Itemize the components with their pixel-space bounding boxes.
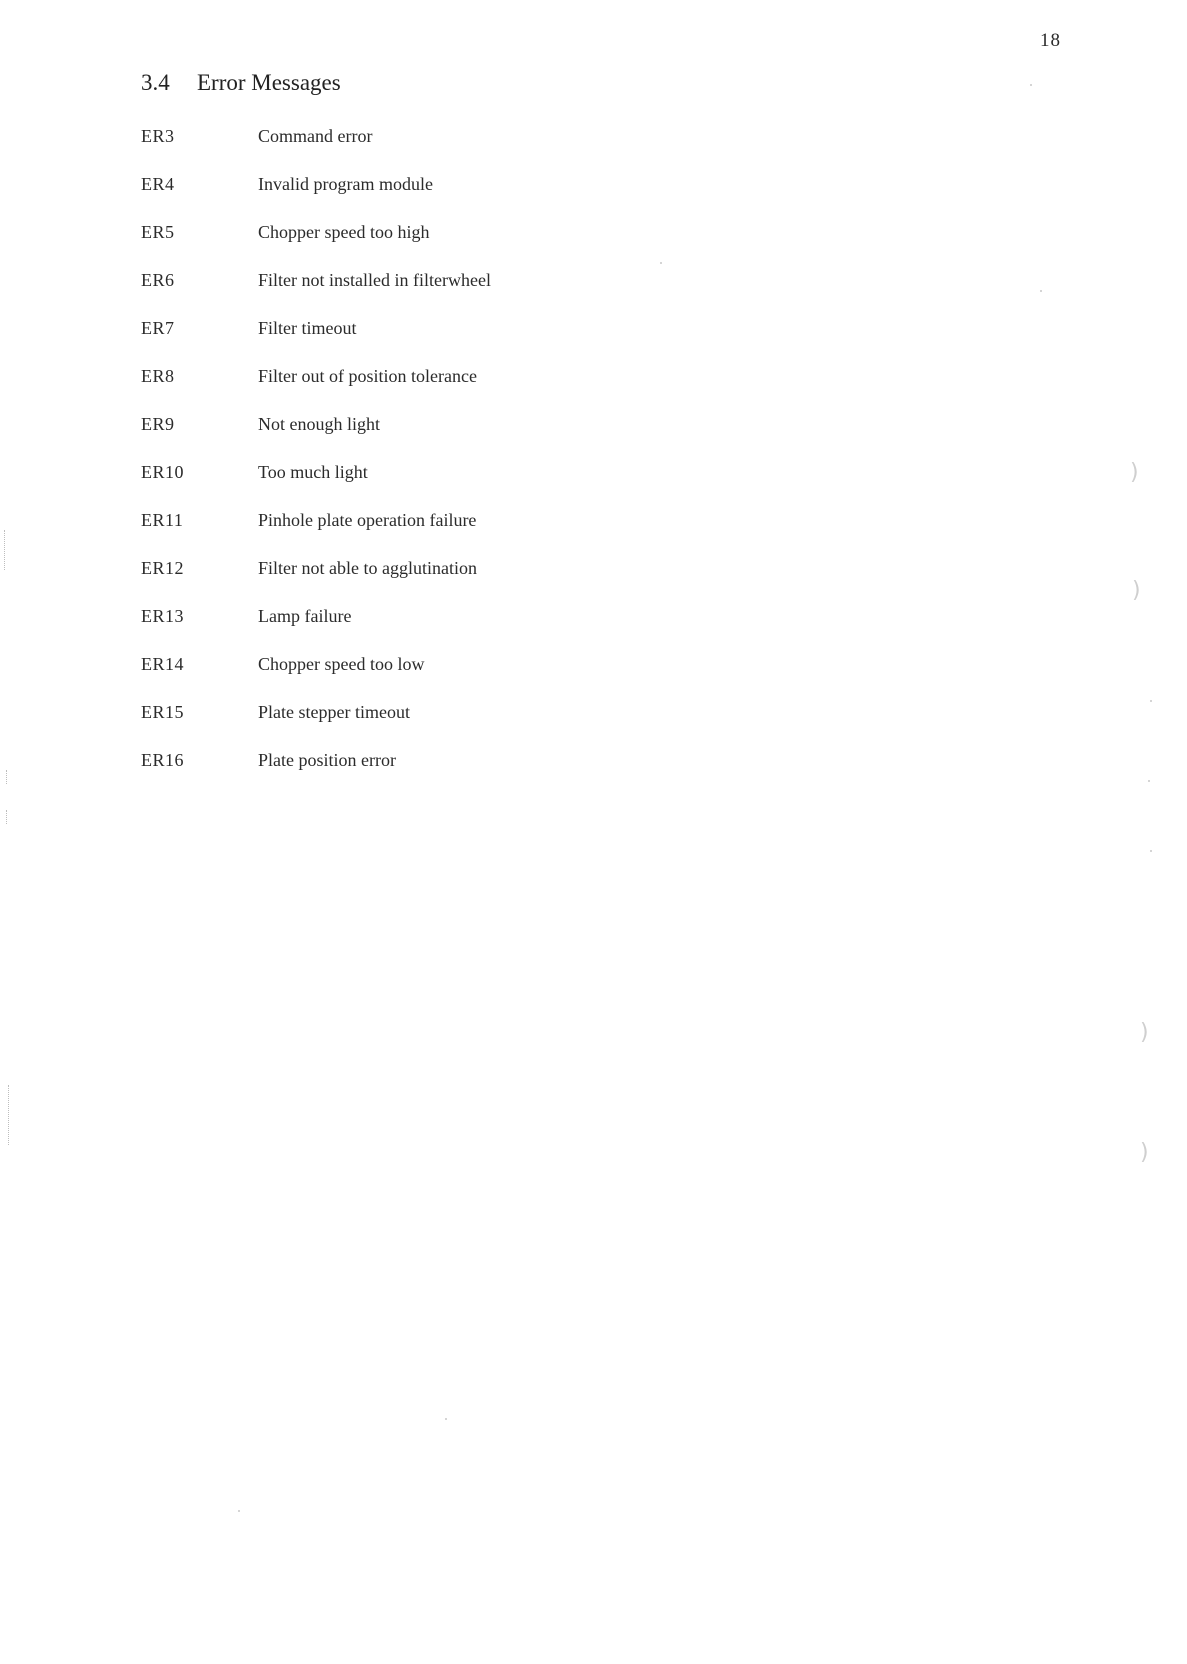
error-description: Not enough light [258,414,380,434]
scan-artifact-right-4: ) [1140,1140,1149,1165]
error-description: Filter not installed in filterwheel [258,270,491,290]
error-code: ER12 [141,558,185,578]
error-row [141,270,841,318]
error-code: ER10 [141,462,185,482]
error-description: Too much light [258,462,368,482]
error-description: Plate stepper timeout [258,702,410,722]
error-description: Command error [258,126,373,146]
scan-speck [1030,84,1032,86]
error-code: ER8 [141,366,175,386]
section-heading [141,70,341,96]
error-code: ER16 [141,750,185,770]
error-description: Filter out of position tolerance [258,366,477,386]
error-code: ER11 [141,510,184,530]
scan-speck [1040,290,1042,292]
scan-artifact-right-2: ) [1132,578,1141,603]
error-row [141,462,841,510]
error-row [141,558,841,606]
error-row [141,174,841,222]
scan-artifact-left-2 [6,770,8,784]
error-description: Pinhole plate operation failure [258,510,477,530]
error-row [141,366,841,414]
error-description: Chopper speed too high [258,222,430,242]
error-row [141,654,841,702]
error-row [141,318,841,366]
section-title: Error Messages [197,70,341,95]
error-description: Chopper speed too low [258,654,425,674]
error-code: ER13 [141,606,185,626]
error-row [141,606,841,654]
error-row [141,414,841,462]
error-description: Invalid program module [258,174,433,194]
scan-artifact-right-3: ) [1140,1020,1149,1045]
error-description: Plate position error [258,750,396,770]
scan-artifact-left-3 [6,810,8,824]
scan-speck [1150,850,1152,852]
error-description: Filter timeout [258,318,357,338]
error-code: ER9 [141,414,175,434]
section-number: 3.4 [141,70,170,95]
scan-speck [238,1510,240,1512]
scan-artifact-right-1: ) [1130,460,1139,485]
error-code: ER5 [141,222,175,242]
page-number: 18 [1040,30,1061,51]
error-code: ER14 [141,654,185,674]
error-code: ER3 [141,126,175,146]
scan-speck [1148,780,1150,782]
error-code: ER7 [141,318,175,338]
scan-artifact-left-4 [8,1085,10,1145]
error-row [141,750,841,798]
scan-speck [660,262,662,264]
scan-speck [1150,700,1152,702]
error-row [141,702,841,750]
error-description: Lamp failure [258,606,352,626]
scan-speck [445,1418,447,1420]
error-message-list [141,126,841,798]
error-code: ER4 [141,174,175,194]
error-description: Filter not able to agglutination [258,558,477,578]
error-code: ER15 [141,702,185,722]
error-row [141,222,841,270]
error-code: ER6 [141,270,175,290]
error-row [141,126,841,174]
scan-artifact-left-1 [4,530,6,570]
error-row [141,510,841,558]
